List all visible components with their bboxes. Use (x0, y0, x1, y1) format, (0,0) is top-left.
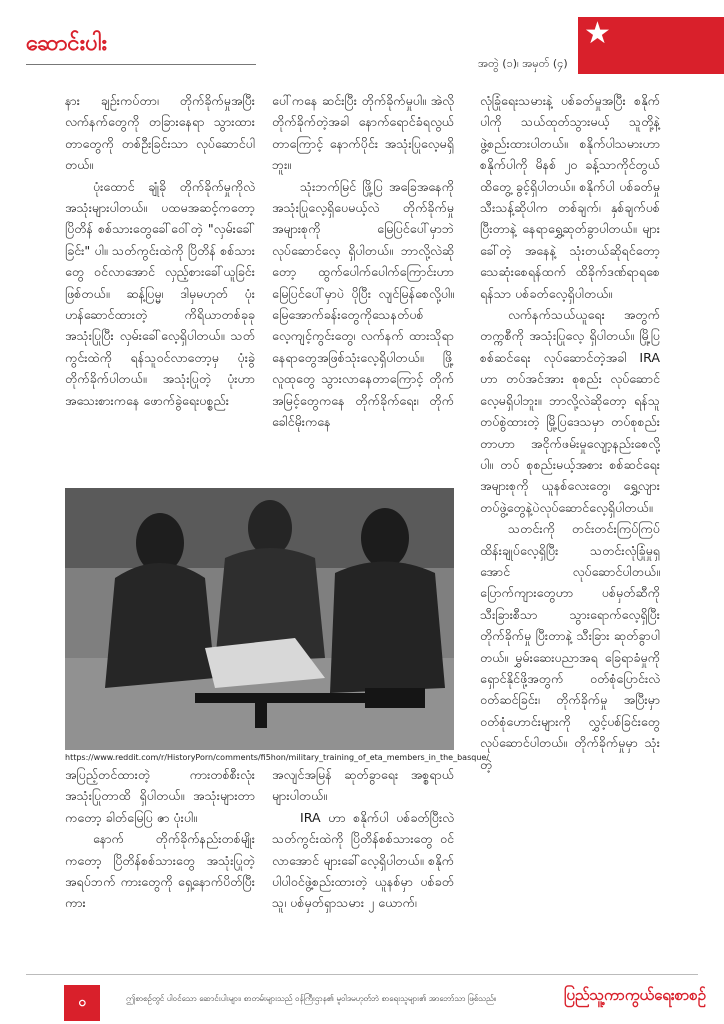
paragraph: သုံးဘက်မြင် ဖြို့ပြ အခြေအနေကို အသုံးပြုလေ့ရှိပေမယ့်လဲ တိုက်ခိုက်မှု အများစုကို မြေပြင်ပေါ်မှာဘဲ လုပ်ဆောင်လေ့ ရှိပါတယ်။ ဘာလို့လဲဆိုတော့ ထွက်ပေါက်ပေါက်ကြောင်းဟာ မြေပြင်ပေါ်မှာပဲ ပိုပြီး လျင်မြန်စေလို့ပါ။ မြေအောက်ခန်းတွေကိုသေနတ်ပစ်လေ့ကျင့်ကွင်းတွေ၊ လက်နက် ထားသိုရာနေရာတွေအဖြစ်သုံးလေ့ရှိပါတယ်။ ဖြို့လူထုတွေ သွားလာနေတာကြောင့် တိုက်အမြင့်တွေကနေ တိုက်ခိုက်ရေး၊ တိုက်ခေါင်မိုးကနေ (272, 178, 454, 430)
paragraph: ပုံးထောင် ချုံခို တိုက်ခိုက်မှုကိုလဲ အသုံးများပါတယ်။ ပထမအဆင့်ကတော့ ပြိတိန် စစ်သားတွေခေါ်ဝေါ်တဲ့ "လှမ်းခေါ်ခြင်း" ပါ။ သတ်ကွင်းထဲကို ပြိတိန် စစ်သားတွေ ဝင်လာအောင် လှည့်စားခေါ်ယူခြင်းဖြစ်တယ်။ ဆန့်ပြမ္မ၊ ဒါမှမဟုတ် ပုံးဟန်ဆောင်ထားတဲ့ ကိရိယာတစ်ခုခု အသုံးပြုပြီး လှမ်းခေါ်လေ့ရှိပါတယ်။ သတ်ကွင်းထဲကို ရန်သူဝင်လာတော့မှ ပုံးခွဲ တိုက်ခိုက်ပါတယ်။ အသုံးပြုတဲ့ ပုံးဟာ အသေးစားကနေ ဖောက်ခွဲရေးပစ္စည်း (65, 178, 255, 408)
paragraph: လုံခြုံရေးသမားနဲ့ ပစ်ခတ်မှုအပြီး စနိုက်ပါကို သယ်ထုတ်သွားမယ့် သူတို့နဲ့ ဖွဲ့စည်းထားပါတယ်။ စနိုက်ပါသမားဟာ စနိုက်ပါကို မိနစ် ၂၀ ခန့်သာကိုင်တွယ်ထိတွေ့ ခွင့်ရှိပါတယ်။ စနိုက်ပါ ပစ်ခတ်မှု သီးသန့်ဆိုပါက တစ်ချက်၊ နှစ်ချက်ပစ်ပြီးတာနဲ့ နေရာရွှေ့ဆုတ်ခွာပါတယ်။ များခေါ်တဲ့ အနေနဲ့ သုံးတယ်ဆိုရင်တော့ သေဆုံးစေရန်ထက် ထိခိုက်ဒဏ်ရာရစေရန်သာ ပစ်ခတ်လေ့ရှိပါတယ်။ (480, 93, 660, 301)
footer-divider (26, 974, 698, 975)
photo-illustration (65, 488, 454, 750)
paragraph: နောက် တိုက်ခိုက်နည်းတစ်မျိုးကတော့ ပြိတိန်စစ်သားတွေ အသုံးပြုတဲ့ အရပ်ဘက် ကားတွေကို ရှေ့နောက်ပိတ်ပြီး ကား (65, 831, 255, 911)
paragraph: ပေါ်ကနေ ဆင်းပြီး တိုက်ခိုက်မှုပါ။ အဲလို တိုက်ခိုက်တဲ့အခါ နောက်ရောင်ခံရလွယ်တာကြောင့် နောက်ပိုင်း အသုံးပြုလေ့မရှိဘူး။ (272, 93, 454, 173)
right-column (480, 90, 660, 775)
paragraph: လက်နက်သယ်ယူရေး အတွက် တက္ကစီကို အသုံးပြုလေ့ ရှိပါတယ်။ မြို့ပြ စစ်ဆင်ရေး လုပ်ဆောင်တဲ့အခါ IRA ဟာ တပ်အင်အား စုစည်း လုပ်ဆောင်လေ့မရှိပါဘူး။ ဘာလို့လဲဆိုတော့ ရန်သူတပ်စွဲထားတဲ့ မြို့ပြဒေသမှာ တပ်စုစည်းတာဟာ အငိုက်ဖမ်းမှုလျော့နည်းစေလို့ပါ။ တပ် စုစည်းမယ့်အစား စစ်ဆင်ရေး အများစုကို ယူနစ်လေးတွေ၊ ရွှေ့လျားတပ်ဖွဲ့တွေနဲ့ပဲလုပ်ဆောင်လေ့ရှိပါတယ်။ (480, 307, 660, 515)
footer-disclaimer: ဤစာစဉ်တွင် ပါဝင်သော ဆောင်းပါးများ၊ စာတမ်းများသည် ဝန်ကြီးဌာန၏ မူဝါဒမဟုတ်ဘဲ စာရေးသူများ၏ အာဘော်သာ ဖြစ်သည်။ (126, 994, 497, 1003)
paragraph: နား ချဉ်းကပ်တာ၊ တိုက်ခိုက်မှုအပြီး လက်နက်တွေကို တခြားနေရာ သွားထားတာတွေကို တစ်ဦးခြင်းသာ လုပ်ဆောင်ပါတယ်။ (65, 93, 255, 173)
left-column-top (65, 90, 255, 411)
issue-number: အတွဲ (၁)၊ အမှတ် (၄) (478, 57, 568, 70)
middle-column-top (272, 90, 454, 433)
star-flag-icon (578, 17, 724, 74)
article-photo (65, 488, 454, 750)
left-column-bottom (65, 764, 255, 914)
section-title: ဆောင်းပါး (26, 31, 108, 56)
publication-name: ပြည်သူ့ကာကွယ်ရေးစာစဉ် (563, 986, 706, 1004)
paragraph: သတင်းကို တင်းတင်းကြပ်ကြပ် ထိန်းချုပ်လေ့ရှိပြီး သတင်းလုံခြုံမှုရှအောင် လုပ်ဆောင်ပါတယ်။ ပြောက်ကျားတွေဟာ ပစ်မှတ်ဆီကို သီးခြားစီသာ သွားရောက်လေ့ရှိပြီး တိုက်ခိုက်မှု ပြီးတာနဲ့ သီးခြား ဆုတ်ခွာပါတယ်။ မွှမ်းဆေးပညာအရ ခြေရာခံမှုကို ရှောင်နိုင်ဖို့အတွက် ဝတ်စုံပြောင်းလဲ ဝတ်ဆင်ခြင်း၊ တိုက်ခိုက်မှု အပြီးမှာ ဝတ်စုံဟောင်းများကို လွှင့်ပစ်ခြင်းတွေ လုပ်ဆောင်ပါတယ်။ တိုက်ခိုက်မှုမှာ သုံးတဲ့ (480, 521, 660, 772)
middle-column-bottom (272, 764, 454, 914)
header-divider (26, 64, 256, 65)
page-header (0, 0, 724, 78)
paragraph: အလျင်အမြန် ဆုတ်ခွာရေး အစ္စရာယ်များပါတယ်။ (272, 767, 454, 804)
page-number: ၀ (64, 985, 100, 1021)
star-icon: ★ (584, 16, 611, 51)
paragraph: အပြည့်တင်ထားတဲ့ ကားတစ်စီးလုံး အသုံးပြုတာထိ ရှိပါတယ်။ အသုံးများတာကတော့ ခါတ်မြေပြ ဇာ ပုံးပါ။ (65, 767, 255, 825)
paragraph: IRA ဟာ စနိုက်ပါ ပစ်ခတ်ပြီးလဲ သတ်ကွင်းထဲကို ပြိတိန်စစ်သားတွေ ဝင်လာအောင် များခေါ်လေ့ရှိပါတယ်။ စနိုက်ပါပါဝင်ဖွဲ့စည်းထားတဲ့ ယူနစ်မှာ ပစ်ခတ်သူ၊ ပစ်မှတ်ရှာသမား ၂ ယောက်၊ (272, 809, 454, 911)
photo-caption[interactable]: https://www.reddit.com/r/HistoryPorn/comments/fi5hon/military_training_of_eta_members_in_the_basque/ (65, 753, 489, 762)
